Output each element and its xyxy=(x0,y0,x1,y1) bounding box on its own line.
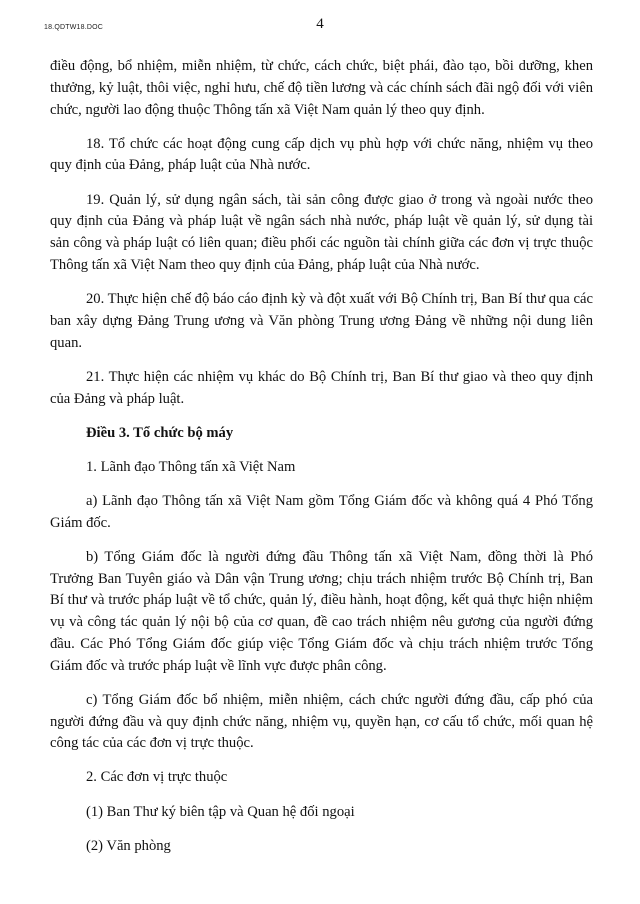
paragraph-a: a) Lãnh đạo Thông tấn xã Việt Nam gồm Tổng Giám đốc và không quá 4 Phó Tổng Giám đốc. xyxy=(50,492,593,531)
page-number: 4 xyxy=(316,16,324,32)
unit-item-2: (2) Văn phòng xyxy=(86,837,171,854)
paragraph-continuation: điều động, bổ nhiệm, miễn nhiệm, từ chức, cách chức, biệt phái, đào tạo, bồi dưỡng, khen thưởng, kỷ luật, thôi việc, nghỉ hưu, chế độ tiền lương và các chính sách đãi ngộ đối với viên chức, người lao động thuộc Thông tấn xã Việt Nam quản lý theo quy định. xyxy=(50,58,593,118)
paragraph-item-19: 19. Quản lý, sử dụng ngân sách, tài sản công được giao ở trong và ngoài nước theo quy định của Đảng và pháp luật về ngân sách nhà nước, pháp luật về quản lý, sử dụng tài sản công và pháp luật có liên quan; điều phối các nguồn tài chính giữa các đơn vị trực thuộc Thông tấn xã Việt Nam theo quy định của Đảng, pháp luật của Nhà nước. xyxy=(50,191,593,273)
paragraph-b: b) Tổng Giám đốc là người đứng đầu Thông tấn xã Việt Nam, đồng thời là Phó Trưởng Ban Tuyên giáo và Dân vận Trung ương; chịu trách nhiệm trước Bộ Chính trị, Ban Bí thư và trước pháp luật về tổ chức, quản lý, điều hành, hoạt động, kết quả thực hiện nhiệm vụ và công tác quản lý nội bộ của cơ quan, đề cao trách nhiệm nêu gương của người đứng đầu. Các Phó Tổng Giám đốc giúp việc Tổng Giám đốc và chịu trách nhiệm trước Tổng Giám đốc và trước pháp luật về lĩnh vực được phân công. xyxy=(50,548,593,674)
article-3-heading: Điều 3. Tổ chức bộ máy xyxy=(86,424,234,441)
paragraph-item-21: 21. Thực hiện các nhiệm vụ khác do Bộ Chính trị, Ban Bí thư giao và theo quy định của Đảng và pháp luật. xyxy=(50,368,593,407)
paragraph-item-20: 20. Thực hiện chế độ báo cáo định kỳ và đột xuất với Bộ Chính trị, Ban Bí thư qua các ban xây dựng Đảng Trung ương và Văn phòng Trung ương Đảng về những nội dung liên quan. xyxy=(50,291,593,351)
section-1-heading: 1. Lãnh đạo Thông tấn xã Việt Nam xyxy=(86,458,296,475)
document-body xyxy=(50,56,593,870)
paragraph-c: c) Tổng Giám đốc bổ nhiệm, miễn nhiệm, cách chức người đứng đầu, cấp phó của người đứng đầu và quy định chức năng, nhiệm vụ, quyền hạn, cơ cấu tổ chức, mối quan hệ công tác của các đơn vị trực thuộc. xyxy=(50,691,593,752)
paragraph-item-18: 18. Tổ chức các hoạt động cung cấp dịch vụ phù hợp với chức năng, nhiệm vụ theo quy định của Đảng, pháp luật của Nhà nước. xyxy=(50,135,593,174)
unit-item-1: (1) Ban Thư ký biên tập và Quan hệ đối ngoại xyxy=(86,803,355,820)
file-code: 18.QDTW18.DOC xyxy=(44,24,103,31)
section-2-heading: 2. Các đơn vị trực thuộc xyxy=(86,769,228,786)
